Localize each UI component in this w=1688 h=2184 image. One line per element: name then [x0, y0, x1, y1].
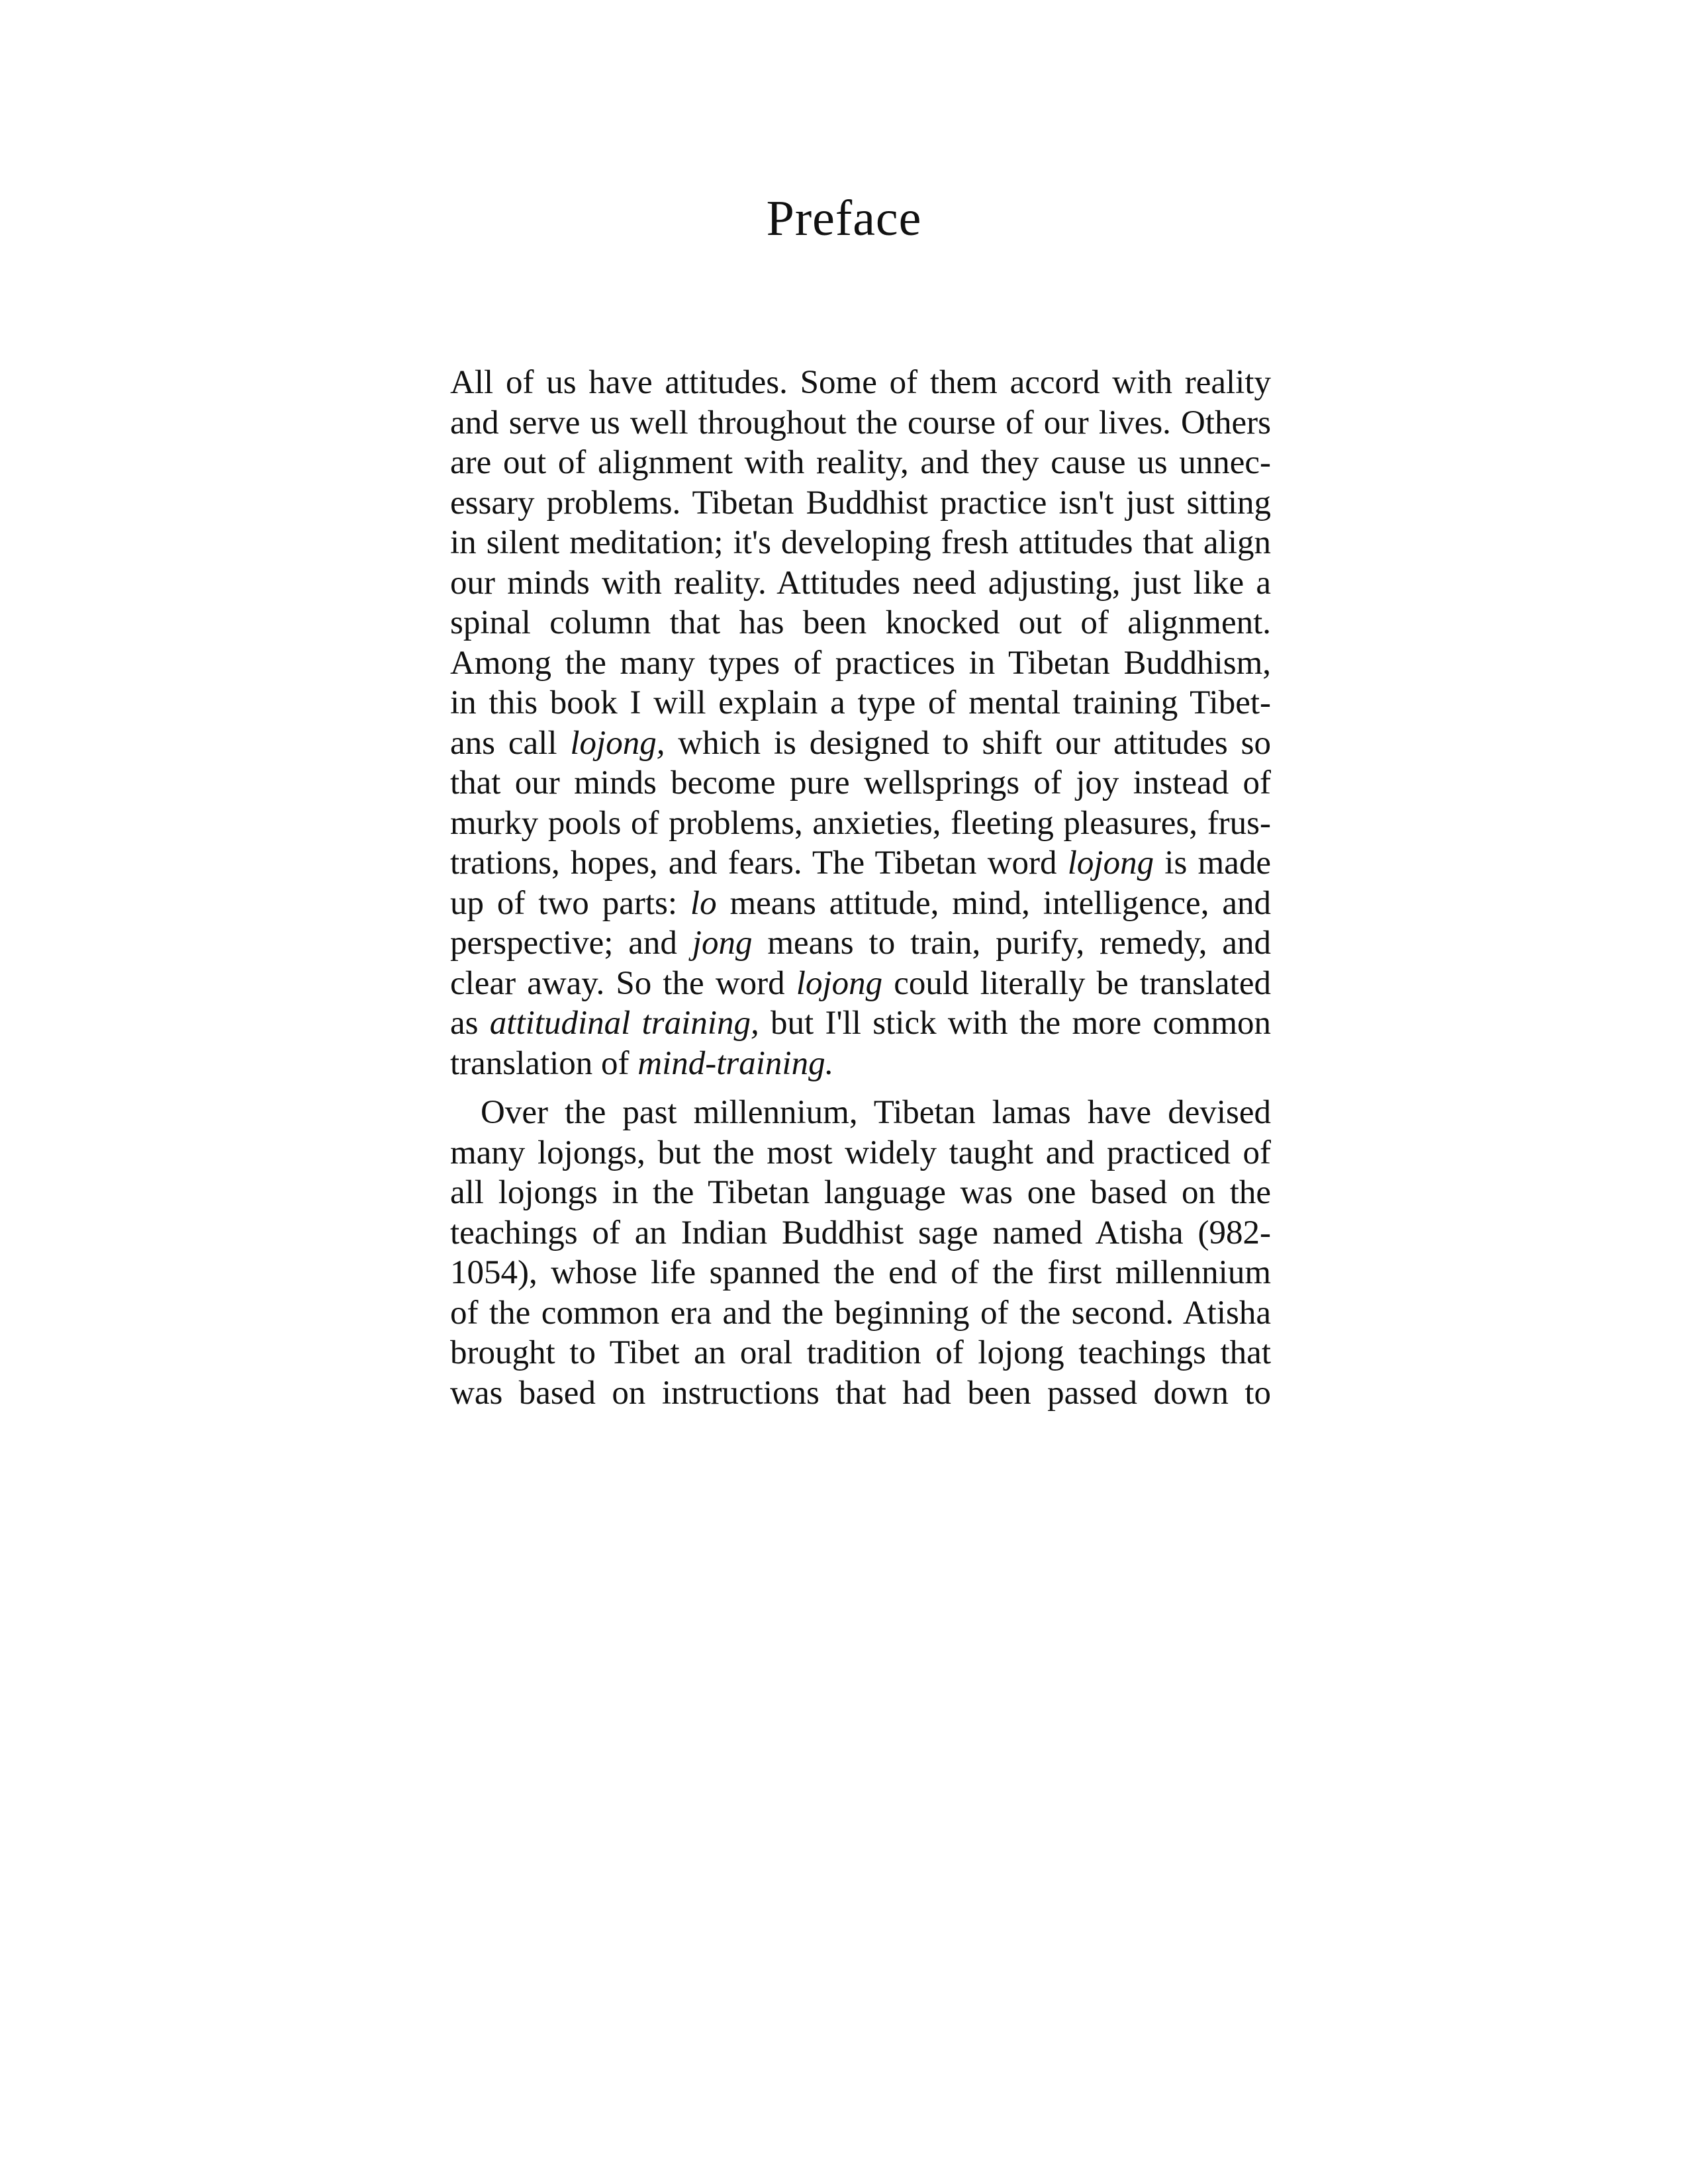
italic-term: lojong, — [570, 724, 665, 762]
text-line: teachings of an Indian Buddhist sage named Atisha (982- — [450, 1214, 1271, 1251]
text-line: of the common era and the beginning of the second. Atisha — [450, 1294, 1271, 1332]
text-line: as attitudinal training, but I'll stick with the more common — [450, 1005, 1271, 1042]
text-line: brought to Tibet an oral tradition of lojong teachings that — [450, 1334, 1271, 1371]
italic-term: jong — [692, 925, 753, 962]
text-line: perspective; and jong means to train, purify, remedy, and — [450, 925, 1271, 962]
text-line: are out of alignment with reality, and they cause us unnec- — [450, 444, 1271, 481]
text-line: up of two parts: lo means attitude, mind, intelligence, and — [450, 884, 1271, 922]
text-line: trations, hopes, and fears. The Tibetan word lojong is made — [450, 844, 1271, 882]
text-line: ans call lojong, which is designed to shift our attitudes so — [450, 724, 1271, 762]
text-line: spinal column that has been knocked out of alignment. — [450, 604, 1271, 641]
italic-term: attitudinal training, — [489, 1005, 759, 1042]
text-line: essary problems. Tibetan Buddhist practice isn't just sitting — [450, 484, 1271, 522]
page-title: Preface — [766, 191, 922, 246]
text-line: that our minds become pure wellsprings of joy instead of — [450, 764, 1271, 801]
body-text — [450, 363, 1271, 1413]
text-line: translation of mind-training. — [450, 1044, 834, 1082]
text-line: and serve us well throughout the course of our lives. Others — [450, 404, 1271, 441]
text-line: our minds with reality. Attitudes need adjusting, just like a — [450, 564, 1271, 602]
text-line: many lojongs, but the most widely taught and practiced of — [450, 1134, 1271, 1171]
text-line: Among the many types of practices in Tibetan Buddhism, — [450, 644, 1271, 682]
text-line: murky pools of problems, anxieties, fleeting pleasures, frus- — [450, 804, 1271, 842]
text-line: in this book I will explain a type of mental training Tibet- — [450, 684, 1271, 721]
italic-term: lojong — [796, 964, 883, 1002]
paragraph-2 — [450, 1093, 1271, 1413]
italic-term: lojong — [1067, 844, 1154, 882]
text-line: All of us have attitudes. Some of them accord with reality — [450, 364, 1271, 401]
text-line: clear away. So the word lojong could literally be translated — [450, 964, 1271, 1002]
text-line: Over the past millennium, Tibetan lamas have devised — [481, 1094, 1271, 1131]
text-line: 1054), whose life spanned the end of the first millennium — [450, 1254, 1271, 1291]
text-line: was based on instructions that had been passed down to — [450, 1374, 1271, 1412]
paragraph-1 — [450, 363, 1271, 1083]
text-line: in silent meditation; it's developing fresh attitudes that align — [450, 524, 1271, 561]
italic-term: mind-training. — [637, 1044, 834, 1082]
text-line: all lojongs in the Tibetan language was one based on the — [450, 1174, 1271, 1211]
italic-term: lo — [690, 884, 717, 922]
